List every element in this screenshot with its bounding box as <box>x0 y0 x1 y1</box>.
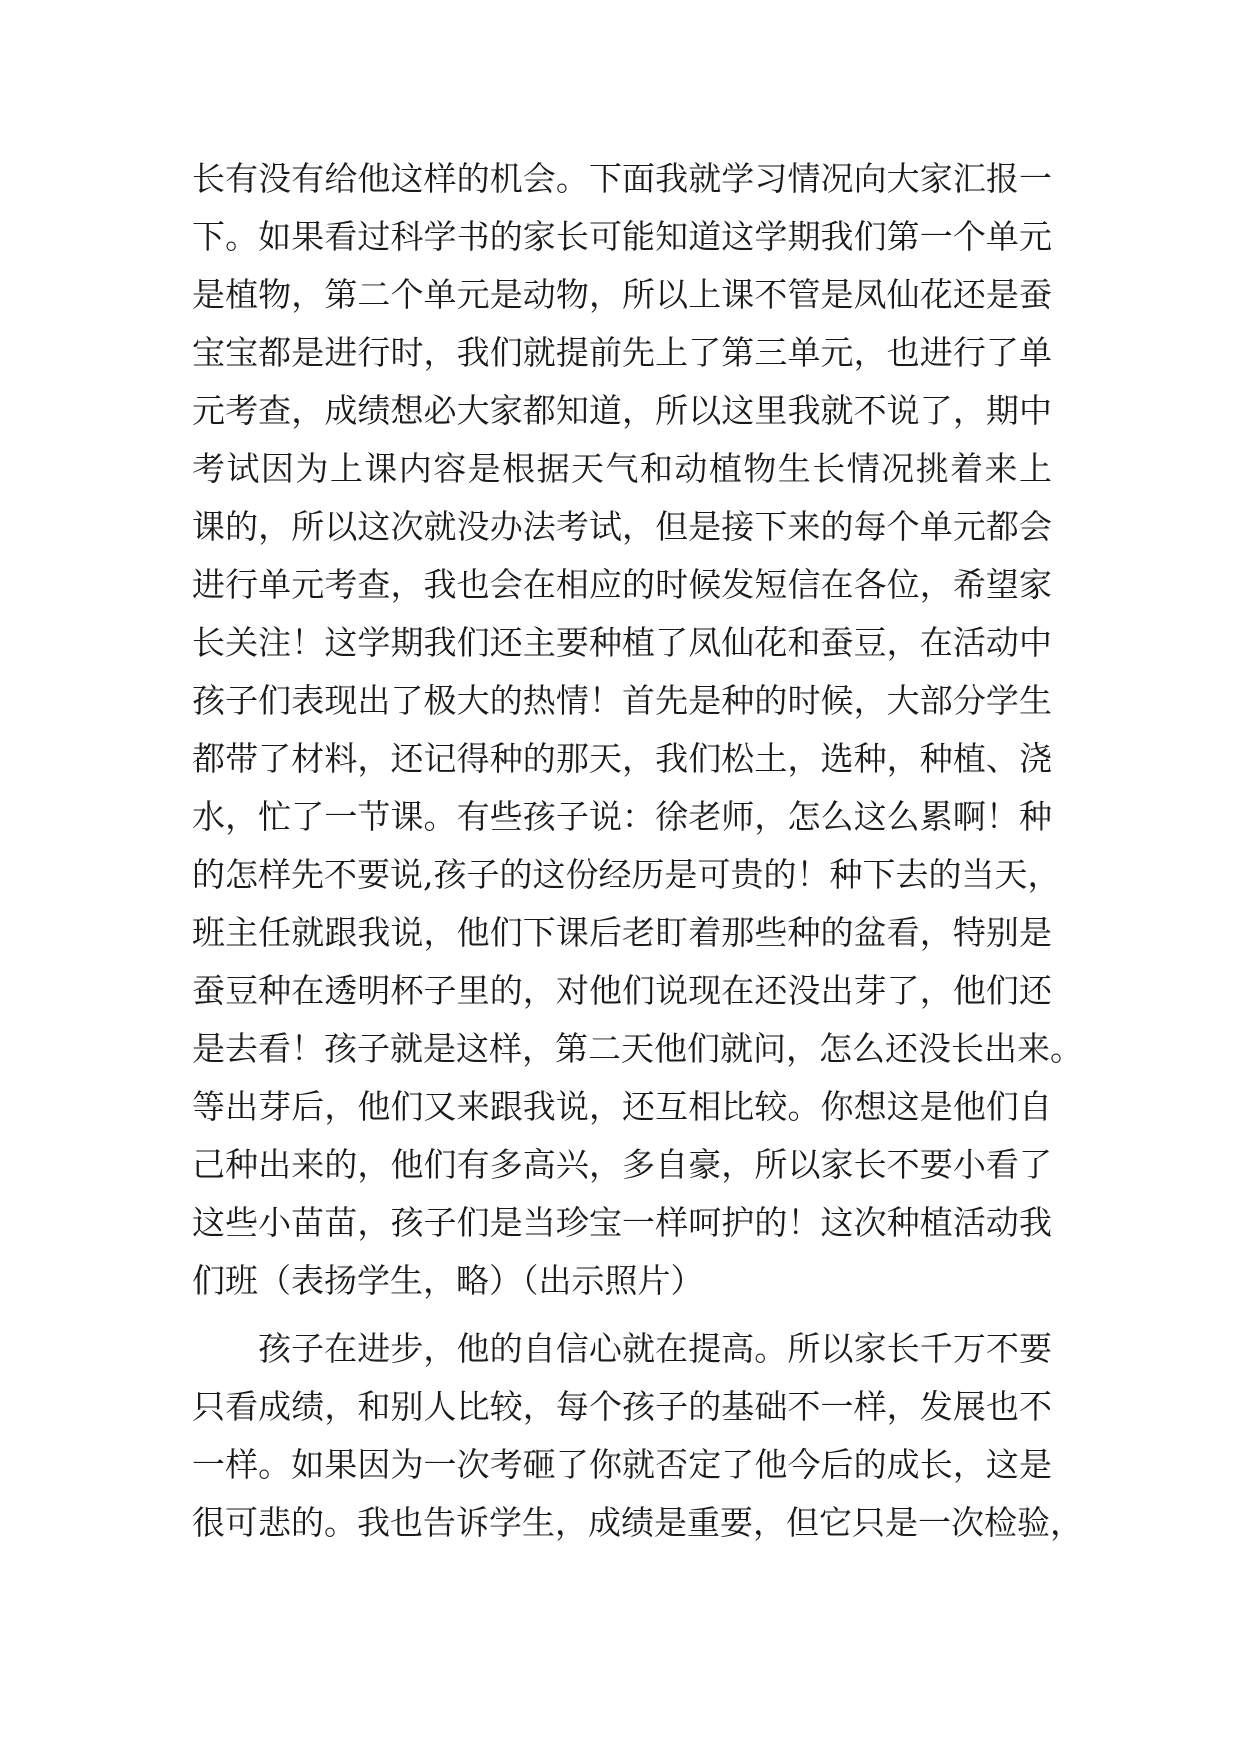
text-line: 下。如果看过科学书的家长可能知道这学期我们第一个单元 <box>192 217 1052 256</box>
text-line: 很可悲的。我也告诉学生，成绩是重要，但它只是一次检验， <box>192 1503 1083 1542</box>
paragraph <box>192 150 1083 1310</box>
text-line: 蚕豆种在透明杯子里的，对他们说现在还没出芽了，他们还 <box>192 971 1052 1010</box>
text-line: 考试因为上课内容是根据天气和动植物生长情况挑着来上 <box>192 449 1052 488</box>
text-line: 一样。如果因为一次考砸了你就否定了他今后的成长，这是 <box>192 1445 1052 1484</box>
text-line: 进行单元考查，我也会在相应的时候发短信在各位，希望家 <box>192 565 1052 604</box>
text-line: 长关注！这学期我们还主要种植了凤仙花和蚕豆，在活动中 <box>192 623 1052 662</box>
text-line: 都带了材料，还记得种的那天，我们松土，选种，种植、浇 <box>192 739 1052 778</box>
text-line: 的怎样先不要说,孩子的这份经历是可贵的！种下去的当天， <box>192 855 1061 894</box>
text-line: 宝宝都是进行时，我们就提前先上了第三单元，也进行了单 <box>192 333 1052 372</box>
text-line: 元考查，成绩想必大家都知道，所以这里我就不说了，期中 <box>192 391 1052 430</box>
paragraph <box>192 1320 1083 1552</box>
text-line: 等出芽后，他们又来跟我说，还互相比较。你想这是他们自 <box>192 1087 1052 1126</box>
text-line: 们班（表扬学生，略）（出示照片） <box>192 1261 704 1300</box>
text-line: 水，忙了一节课。有些孩子说：徐老师，怎么这么累啊！种 <box>192 797 1052 836</box>
paragraph-spacing <box>192 1310 1052 1320</box>
text-line: 课的，所以这次就没办法考试，但是接下来的每个单元都会 <box>192 507 1052 546</box>
text-line: 己种出来的，他们有多高兴，多自豪，所以家长不要小看了 <box>192 1145 1052 1184</box>
text-line: 这些小苗苗，孩子们是当珍宝一样呵护的！这次种植活动我 <box>192 1203 1052 1242</box>
text-line: 只看成绩，和别人比较，每个孩子的基础不一样，发展也不 <box>192 1387 1052 1426</box>
text-line: 孩子在进步，他的自信心就在提高。所以家长千万不要 <box>258 1329 1052 1368</box>
text-line: 孩子们表现出了极大的热情！首先是种的时候，大部分学生 <box>192 681 1052 720</box>
text-line: 是植物，第二个单元是动物，所以上课不管是凤仙花还是蚕 <box>192 275 1052 314</box>
text-line: 长有没有给他这样的机会。下面我就学习情况向大家汇报一 <box>192 159 1052 198</box>
text-line: 是去看！孩子就是这样，第二天他们就问，怎么还没长出来。 <box>192 1029 1083 1068</box>
text-line: 班主任就跟我说，他们下课后老盯着那些种的盆看，特别是 <box>192 913 1052 952</box>
body-text <box>192 150 1083 1552</box>
